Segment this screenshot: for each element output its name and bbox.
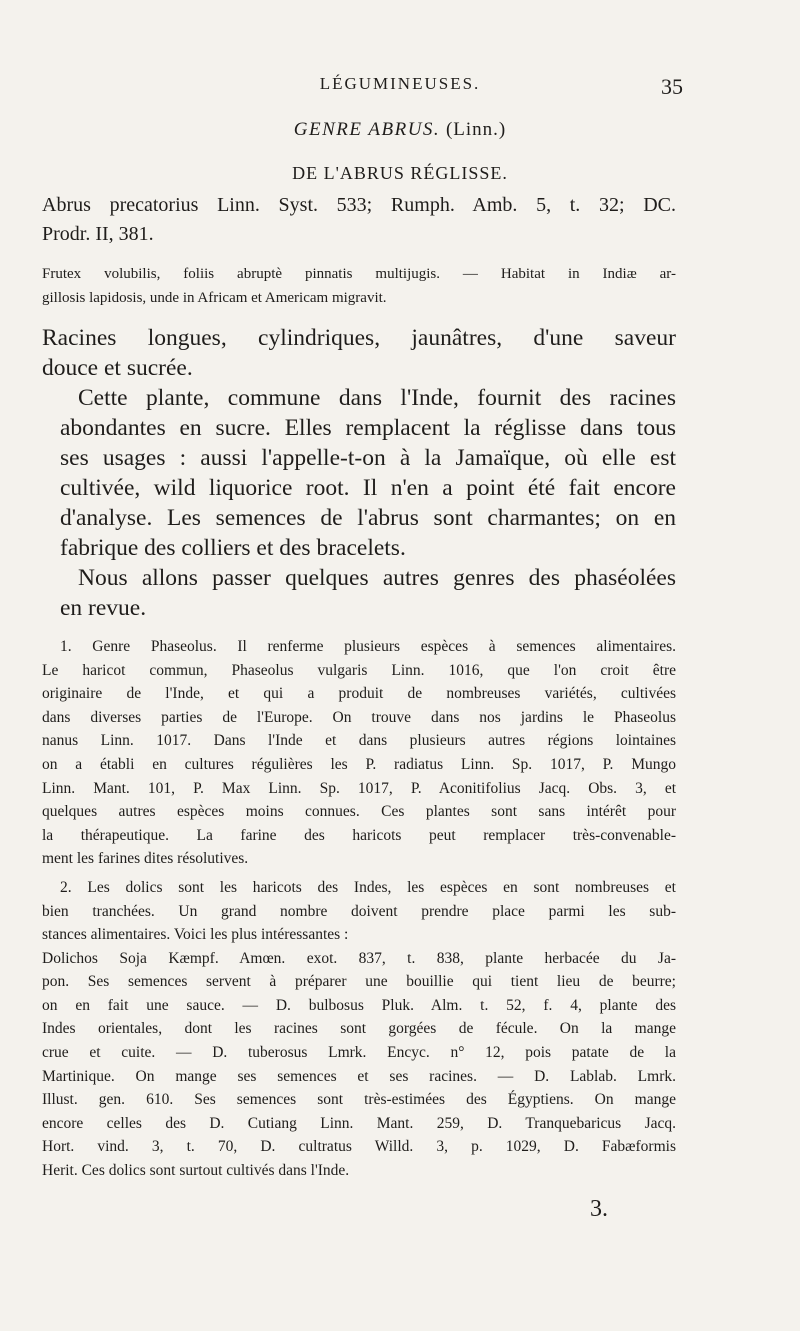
synonymy-line: Abrus precatorius Linn. Syst. 533; Rumph. Amb. 5, t. 32; DC. [42, 194, 676, 216]
note-line: Illust. gen. 610. Ses semences sont très-estimées des Égyptiens. On mange [42, 1091, 676, 1109]
text-line: Racines longues, cylindriques, jaunâtres, d'une saveur [42, 325, 676, 351]
genus-authority: (Linn.) [445, 119, 507, 140]
text-line: douce et sucrée. [42, 355, 193, 381]
note-line: Martinique. On mange ses semences et ses racines. — D. Lablab. Lmrk. [42, 1067, 676, 1085]
note-line: crue et cuite. — D. tuberosus Lmrk. Encyc. n° 12, pois patate de la [42, 1043, 676, 1061]
note-line: Herit. Ces dolics sont surtout cultivés dans l'Inde. [42, 1161, 350, 1179]
note-line: Le haricot commun, Phaseolus vulgaris Linn. 1016, que l'on croit être [42, 661, 676, 679]
note-line: bien tranchées. Un grand nombre doivent prendre place parmi les sub- [42, 902, 676, 920]
page-number: 35 [661, 74, 683, 99]
note-phaseolus [42, 635, 676, 871]
note-dolichos-species [42, 923, 676, 1183]
diagnosis-line: gillosis lapidosis, unde in Africam et Americam migravit. [42, 290, 387, 306]
genre-label: GENRE ABRUS. [293, 119, 441, 140]
note-line: on en fait une sauce. — D. bulbosus Pluk. Alm. t. 52, f. 4, plante des [42, 996, 676, 1014]
synonymy [42, 191, 676, 249]
text-line: en revue. [60, 595, 147, 621]
note-dolichos [42, 876, 676, 923]
text-line: Cette plante, commune dans l'Inde, fournit des racines [78, 385, 676, 411]
note-line: on a établi en cultures régulières les P. radiatus Linn. Sp. 1017, P. Mungo [42, 755, 676, 773]
text-line: ses usages : aussi l'appelle-t-on à la Jamaïque, où elle est [60, 445, 676, 471]
text-line: abondantes en sucre. Elles remplacent la réglisse dans tous [60, 415, 676, 441]
note-line: pon. Ses semences servent à préparer une bouillie qui tient lieu de beurre; [42, 973, 676, 991]
running-head: LÉGUMINEUSES. [319, 74, 481, 93]
synonymy-line: Prodr. II, 381. [42, 223, 154, 245]
note-line: Indes orientales, dont les racines sont gorgées de fécule. On la mange [42, 1020, 676, 1038]
note-line: ment les farines dites résolutives. [42, 850, 249, 868]
note-line: Hort. vind. 3, t. 70, D. cultratus Willd. 3, p. 1029, D. Fabæformis [42, 1138, 676, 1156]
note-line: quelques autres espèces moins connues. Ces plantes sont sans intérêt pour [42, 803, 676, 821]
note-line: dans diverses parties de l'Europe. On trouve dans nos jardins le Phaseolus [42, 708, 676, 726]
signature-mark: 3. [590, 1196, 608, 1222]
text-line: Nous allons passer quelques autres genres des phaséolées [78, 565, 676, 591]
note-line: Dolichos Soja Kæmpf. Amœn. exot. 837, t. 838, plante herbacée du Ja- [42, 949, 676, 967]
note-line: la thérapeutique. La farine des haricots peut remplacer très-convenable- [42, 826, 676, 844]
note-line: 1. Genre Phaseolus. Il renferme plusieurs espèces à semences alimentaires. [60, 638, 676, 655]
text-line: cultivée, wild liquorice root. Il n'en a point été fait encore [60, 475, 676, 501]
note-line: stances alimentaires. Voici les plus intéressantes : [42, 926, 349, 943]
paragraph-review [42, 563, 676, 623]
diagnosis-line: Frutex volubilis, foliis abruptè pinnatis multijugis. — Habitat in Indiæ ar- [42, 266, 676, 282]
note-line: encore celles des D. Cutiang Linn. Mant. 259, D. Tranquebaricus Jacq. [42, 1114, 676, 1132]
note-line: nanus Linn. 1017. Dans l'Inde et dans plusieurs autres régions lointaines [42, 732, 676, 750]
genus-title [0, 119, 800, 141]
paragraph-uses [42, 383, 676, 563]
paragraph-roots [42, 323, 676, 383]
latin-diagnosis [42, 262, 676, 310]
note-line: Linn. Mant. 101, P. Max Linn. Sp. 1017, P. Aconitifolius Jacq. Obs. 3, et [42, 779, 676, 797]
text-line: d'analyse. Les semences de l'abrus sont charmantes; on en [60, 505, 676, 531]
species-subtitle: DE L'ABRUS RÉGLISSE. [292, 163, 508, 183]
note-line: originaire de l'Inde, et qui a produit de nombreuses variétés, cultivées [42, 685, 676, 703]
text-line: fabrique des colliers et des bracelets. [60, 535, 406, 561]
note-line: 2. Les dolics sont les haricots des Indes, les espèces en sont nombreuses et [60, 879, 676, 896]
